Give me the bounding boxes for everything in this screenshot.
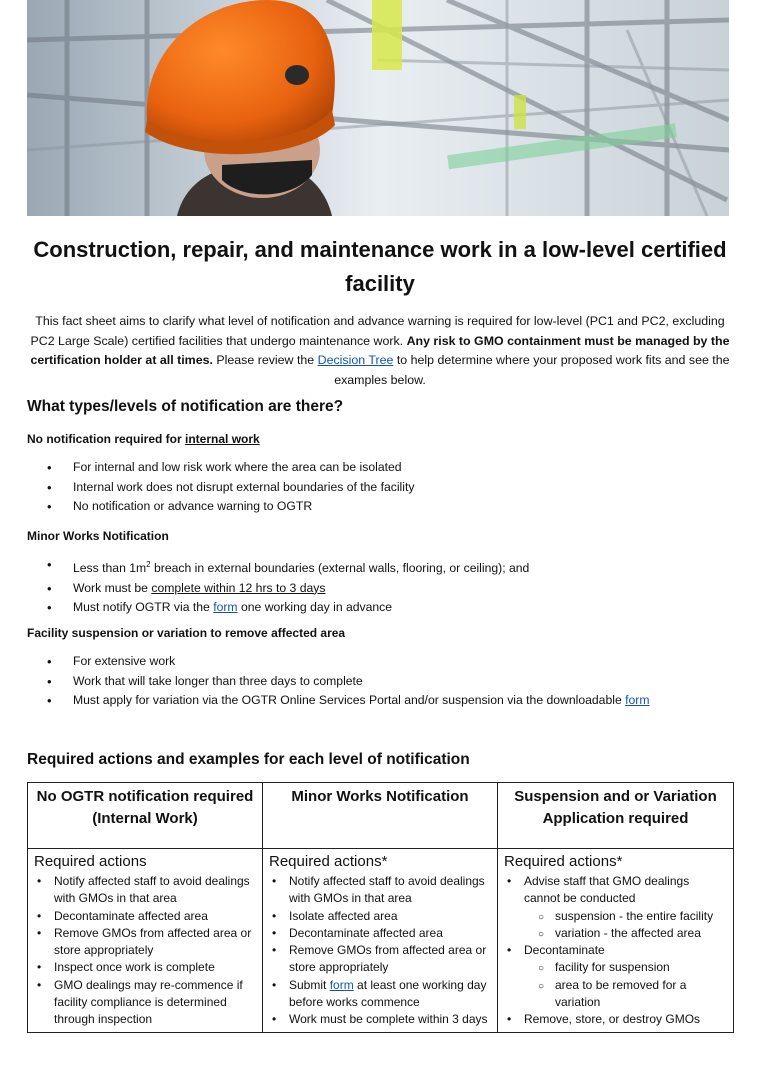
sub-list-item: ○ variation - the affected area	[524, 925, 727, 942]
actions-heading: Required actions and examples for each level of notification	[27, 751, 470, 768]
minor-works-heading: Minor Works Notification	[27, 529, 169, 543]
list-item: • Decontaminate affected area	[269, 925, 491, 942]
suspension-heading: Facility suspension or variation to remove affected area	[27, 626, 346, 640]
actions-table	[27, 782, 734, 1033]
intro-text-end: to help determine where your proposed work fits and see the examples below.	[334, 353, 730, 387]
intro-text-review: Please review the	[216, 353, 315, 367]
list-item-text: Advise staff that GMO dealings cannot be conducted	[524, 874, 690, 906]
cell-title: Required actions*	[504, 853, 623, 870]
cell-title: Required actions*	[269, 853, 388, 870]
internal-work-text: internal work	[185, 432, 260, 446]
list-item-text: Must apply for variation via the OGTR Online Services Portal and/or suspension via the downloadable	[73, 693, 622, 707]
list-item-underlined-text: complete within 12 hrs to 3 days	[151, 580, 326, 595]
list-item: • Remove, store, or destroy GMOs	[504, 1011, 727, 1028]
suspension-list	[27, 652, 727, 711]
list-item-text: Decontaminate	[524, 943, 605, 958]
sub-list-item: ○ facility for suspension	[524, 959, 727, 976]
table-row	[28, 849, 734, 1033]
hero-image	[27, 0, 729, 216]
list-item: • Remove GMOs from affected area or store appropriately	[269, 942, 491, 977]
intro-paragraph	[27, 312, 733, 390]
list-item: • Isolate affected area	[269, 908, 491, 925]
list-item-text: at least one working day before works commence	[289, 977, 487, 1010]
construction-worker-photo-icon	[27, 0, 729, 216]
list-item: • Work that will take longer than three days to complete	[27, 672, 727, 692]
list-item	[504, 873, 727, 942]
list-item: • Notify affected staff to avoid dealings with GMOs in that area	[269, 873, 491, 908]
list-item: • For internal and low risk work where the area can be isolated	[27, 458, 727, 478]
no-notification-heading	[27, 432, 260, 446]
no-notification-list	[27, 458, 727, 517]
intro-bold-text: Any risk to GMO containment must be managed by the certification holder at all times.	[30, 333, 730, 367]
list-item-text: Submit	[289, 977, 327, 992]
list-item	[269, 977, 491, 1012]
table-header-row	[28, 783, 734, 849]
list-item	[27, 579, 727, 599]
list-item: • Inspect once work is complete	[34, 959, 256, 976]
list-item: • Work must be complete within 3 days	[269, 1011, 491, 1028]
list-item: • Internal work does not disrupt external boundaries of the facility	[27, 478, 727, 498]
table-cell-suspension	[498, 849, 734, 1033]
table-header-minor-works: Minor Works Notification	[263, 783, 498, 849]
minor-works-form-link[interactable]: form	[213, 600, 238, 615]
list-item: • Notify affected staff to avoid dealings with GMOs in that area	[34, 873, 256, 908]
list-item-text: Work must be	[73, 580, 148, 595]
suspension-form-link[interactable]: form	[625, 693, 650, 707]
superscript: 2	[146, 560, 151, 569]
page-title: Construction, repair, and maintenance work in a low-level certified facility	[33, 237, 727, 296]
list-item: • No notification or advance warning to OGTR	[27, 497, 727, 517]
list-item: • GMO dealings may re-commence if facility compliance is determined through inspection	[34, 977, 256, 1029]
list-item	[27, 598, 727, 618]
table-header-no-notification: No OGTR notification required (Internal Work)	[28, 783, 263, 849]
list-item	[504, 942, 727, 1011]
list-item: • Decontaminate affected area	[34, 908, 256, 925]
list-item-text: one working day in advance	[240, 600, 393, 615]
sub-list-item: ○ suspension - the entire facility	[524, 908, 727, 925]
list-item	[27, 691, 727, 711]
table-cell-no-notification	[28, 849, 263, 1033]
table-cell-minor-works	[263, 849, 498, 1033]
types-heading: What types/levels of notification are there?	[27, 398, 344, 415]
list-item-text: Must notify OGTR via the	[73, 600, 210, 615]
minor-works-list	[27, 555, 727, 618]
intro-text: This fact sheet aims to clarify what level of notification and advance warning is required for low-level (PC1 and PC2, excluding PC2 Large Scale) certified facilities that undergo maintenance work.	[30, 314, 725, 348]
list-item: • Remove GMOs from affected area or store appropriately	[34, 925, 256, 960]
decision-tree-link[interactable]: Decision Tree	[317, 353, 394, 367]
list-item-text: Less than 1m	[73, 561, 147, 576]
sub-list-item: ○ area to be removed for a variation	[524, 977, 727, 1012]
list-item: • For extensive work	[27, 652, 727, 672]
list-item-text: breach in external boundaries (external walls, flooring, or ceiling); and	[154, 561, 530, 576]
list-item	[27, 555, 727, 579]
submit-form-link[interactable]: form	[329, 977, 354, 992]
no-notification-heading-text: No notification required for	[27, 432, 182, 446]
cell-title: Required actions	[34, 853, 147, 870]
table-header-suspension: Suspension and or Variation Application required	[498, 783, 734, 849]
